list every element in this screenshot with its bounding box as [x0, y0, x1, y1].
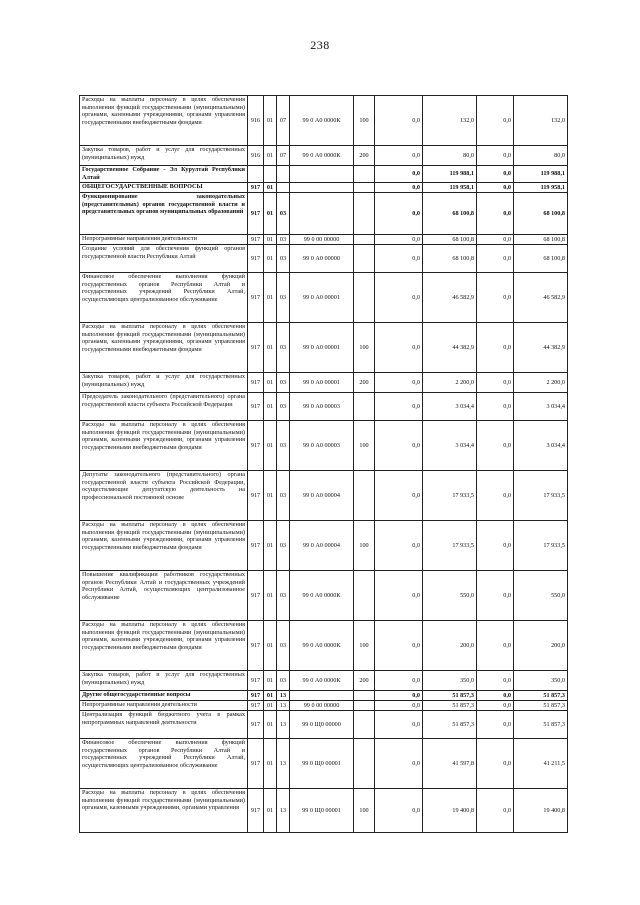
cell-amount-4: 119 988,1 [514, 166, 568, 183]
cell-rz: 01 [264, 146, 277, 166]
cell-ved: 917 [248, 671, 264, 691]
cell-amount-1: 0,0 [375, 373, 423, 393]
cell-csr: 99 0 А0 00001 [290, 273, 354, 323]
cell-csr [290, 183, 354, 193]
cell-amount-4: 350,0 [514, 671, 568, 691]
cell-amount-1: 0,0 [375, 621, 423, 671]
cell-vr: 100 [354, 789, 375, 833]
cell-name: Финансовое обеспечение выполнения функций государственных органов Республики Алтай и государственных учреждений Республики Алтай, осуществляющих централизованное обслуживание [80, 739, 248, 789]
table-row [80, 146, 568, 166]
cell-amount-2: 41 597,8 [423, 739, 477, 789]
table-row [80, 739, 568, 789]
cell-pr: 03 [277, 521, 290, 571]
cell-rz [264, 166, 277, 183]
cell-rz: 01 [264, 571, 277, 621]
cell-pr: 03 [277, 571, 290, 621]
cell-rz: 01 [264, 739, 277, 789]
cell-csr: 99 0 А0 00001 [290, 373, 354, 393]
cell-ved: 917 [248, 691, 264, 701]
cell-amount-4: 2 200,0 [514, 373, 568, 393]
cell-vr [354, 273, 375, 323]
cell-amount-2: 44 382,9 [423, 323, 477, 373]
cell-amount-1: 0,0 [375, 421, 423, 471]
table-row [80, 421, 568, 471]
cell-name: Непрограммные направления деятельности [80, 701, 248, 711]
cell-name: Закупка товаров, работ и услуг для государственных (муниципальных) нужд [80, 146, 248, 166]
cell-name: Председатель законодательного (представительного) органа государственной власти субъекта Российской Федерации [80, 393, 248, 421]
cell-amount-1: 0,0 [375, 471, 423, 521]
cell-pr: 03 [277, 621, 290, 671]
cell-ved: 917 [248, 471, 264, 521]
cell-amount-1: 0,0 [375, 521, 423, 571]
cell-vr [354, 193, 375, 235]
cell-amount-2: 46 582,9 [423, 273, 477, 323]
cell-amount-1: 0,0 [375, 739, 423, 789]
cell-csr: 99 0 А0 0000К [290, 671, 354, 691]
cell-name: Централизация функций бюджетного учета в рамках непрограммных направлений деятельности [80, 711, 248, 739]
cell-vr: 100 [354, 521, 375, 571]
cell-amount-3: 0,0 [477, 183, 514, 193]
cell-pr: 03 [277, 671, 290, 691]
cell-rz: 01 [264, 711, 277, 739]
cell-amount-4: 17 933,5 [514, 471, 568, 521]
cell-name: Непрограммные направления деятельности [80, 235, 248, 245]
cell-csr: 99 0 00 00000 [290, 235, 354, 245]
cell-amount-1: 0,0 [375, 166, 423, 183]
cell-rz: 01 [264, 471, 277, 521]
cell-ved: 917 [248, 521, 264, 571]
cell-ved: 917 [248, 701, 264, 711]
cell-amount-2: 3 034,4 [423, 393, 477, 421]
cell-name: Повышение квалификации работников государственных органов Республики Алтай и государственных учреждений Республики Алтай, осуществляющих централизованное обслуживание [80, 571, 248, 621]
cell-vr [354, 471, 375, 521]
cell-vr [354, 166, 375, 183]
table-row [80, 235, 568, 245]
cell-pr: 07 [277, 96, 290, 146]
cell-amount-1: 0,0 [375, 183, 423, 193]
cell-name: Создание условий для обеспечения функций органов государственной власти Республики Алтай [80, 245, 248, 273]
cell-ved [248, 166, 264, 183]
cell-ved: 917 [248, 245, 264, 273]
cell-vr [354, 691, 375, 701]
cell-rz: 01 [264, 193, 277, 235]
cell-ved: 917 [248, 393, 264, 421]
cell-amount-2: 19 400,8 [423, 789, 477, 833]
cell-name: Расходы на выплаты персоналу в целях обеспечения выполнения функций государственными (муниципальными) органами, казенными учреждениями, органами управления государственными внебюджетными фондами [80, 521, 248, 571]
cell-vr [354, 183, 375, 193]
cell-vr [354, 235, 375, 245]
cell-pr: 03 [277, 471, 290, 521]
cell-ved: 917 [248, 739, 264, 789]
cell-amount-3: 0,0 [477, 96, 514, 146]
cell-pr: 03 [277, 273, 290, 323]
cell-csr [290, 691, 354, 701]
table-row [80, 691, 568, 701]
cell-pr: 13 [277, 701, 290, 711]
cell-name: ОБЩЕГОСУДАРСТВЕННЫЕ ВОПРОСЫ [80, 183, 248, 193]
table-row [80, 273, 568, 323]
cell-ved: 917 [248, 193, 264, 235]
cell-vr [354, 701, 375, 711]
cell-vr [354, 393, 375, 421]
cell-vr: 100 [354, 621, 375, 671]
cell-amount-3: 0,0 [477, 245, 514, 273]
cell-csr: 99 0 00 00000 [290, 701, 354, 711]
cell-ved: 917 [248, 571, 264, 621]
cell-csr: 99 0 А0 00004 [290, 521, 354, 571]
cell-amount-3: 0,0 [477, 323, 514, 373]
cell-pr: 13 [277, 739, 290, 789]
cell-amount-3: 0,0 [477, 373, 514, 393]
cell-amount-2: 17 933,5 [423, 471, 477, 521]
cell-amount-4: 68 100,8 [514, 235, 568, 245]
cell-amount-3: 0,0 [477, 235, 514, 245]
cell-amount-1: 0,0 [375, 789, 423, 833]
cell-amount-3: 0,0 [477, 711, 514, 739]
cell-name: Расходы на выплаты персоналу в целях обеспечения выполнения функций государственными (муниципальными) органами, казенными учреждениями, органами управления государственными внебюджетными фондами [80, 96, 248, 146]
cell-amount-2: 68 100,8 [423, 245, 477, 273]
cell-csr: 99 0 А0 0000К [290, 571, 354, 621]
cell-ved: 917 [248, 183, 264, 193]
cell-ved: 917 [248, 621, 264, 671]
cell-vr: 200 [354, 671, 375, 691]
cell-ved: 917 [248, 273, 264, 323]
cell-pr: 03 [277, 193, 290, 235]
cell-ved: 916 [248, 146, 264, 166]
cell-pr: 13 [277, 711, 290, 739]
cell-amount-2: 68 100,8 [423, 193, 477, 235]
table-row [80, 323, 568, 373]
cell-pr: 03 [277, 373, 290, 393]
cell-rz: 01 [264, 671, 277, 691]
cell-ved: 917 [248, 373, 264, 393]
table-row [80, 621, 568, 671]
cell-amount-4: 68 100,8 [514, 193, 568, 235]
cell-csr: 99 0 Щ0 00001 [290, 739, 354, 789]
cell-ved: 916 [248, 96, 264, 146]
cell-amount-4: 3 034,4 [514, 421, 568, 471]
cell-amount-4: 132,0 [514, 96, 568, 146]
cell-rz: 01 [264, 521, 277, 571]
cell-amount-3: 0,0 [477, 701, 514, 711]
cell-amount-3: 0,0 [477, 521, 514, 571]
cell-rz: 01 [264, 323, 277, 373]
cell-amount-2: 2 200,0 [423, 373, 477, 393]
cell-pr: 13 [277, 691, 290, 701]
table-row [80, 245, 568, 273]
cell-vr [354, 571, 375, 621]
cell-csr: 99 0 А0 00001 [290, 323, 354, 373]
cell-amount-4: 119 958,1 [514, 183, 568, 193]
cell-name: Расходы на выплаты персоналу в целях обеспечения выполнения функций государственными (муниципальными) органами, казенными учреждениями, органами управления государственными внебюджетными фондами [80, 323, 248, 373]
cell-ved: 917 [248, 711, 264, 739]
cell-name: Другие общегосударственные вопросы [80, 691, 248, 701]
cell-amount-2: 17 933,5 [423, 521, 477, 571]
cell-name: Функционирование законодательных (представительных) органов государственной власти и представительных органов муниципальных образований [80, 193, 248, 235]
cell-csr: 99 0 Щ0 00000 [290, 711, 354, 739]
cell-vr [354, 739, 375, 789]
cell-pr: 07 [277, 146, 290, 166]
cell-amount-1: 0,0 [375, 323, 423, 373]
cell-amount-2: 119 958,1 [423, 183, 477, 193]
budget-table [79, 95, 568, 833]
cell-pr: 03 [277, 323, 290, 373]
cell-name: Государственное Собрание - Эл Курултай Республики Алтай [80, 166, 248, 183]
cell-csr: 99 0 Щ0 00001 [290, 789, 354, 833]
table-row [80, 711, 568, 739]
cell-rz: 01 [264, 421, 277, 471]
cell-pr: 03 [277, 421, 290, 471]
cell-amount-1: 0,0 [375, 393, 423, 421]
cell-amount-3: 0,0 [477, 789, 514, 833]
cell-amount-4: 19 400,8 [514, 789, 568, 833]
cell-amount-3: 0,0 [477, 193, 514, 235]
cell-amount-3: 0,0 [477, 571, 514, 621]
table-row [80, 96, 568, 146]
cell-amount-4: 41 211,5 [514, 739, 568, 789]
table-row [80, 166, 568, 183]
cell-amount-4: 51 857,3 [514, 691, 568, 701]
cell-amount-3: 0,0 [477, 691, 514, 701]
cell-amount-1: 0,0 [375, 235, 423, 245]
cell-amount-2: 132,0 [423, 96, 477, 146]
cell-rz: 01 [264, 183, 277, 193]
cell-pr [277, 166, 290, 183]
cell-amount-4: 44 382,9 [514, 323, 568, 373]
cell-vr: 100 [354, 323, 375, 373]
cell-amount-3: 0,0 [477, 471, 514, 521]
cell-amount-1: 0,0 [375, 701, 423, 711]
cell-rz: 01 [264, 245, 277, 273]
cell-name: Расходы на выплаты персоналу в целях обеспечения выполнения функций государственными (муниципальными) органами, казенными учреждениями, органами управления государственными внебюджетными фондами [80, 621, 248, 671]
cell-amount-4: 51 857,3 [514, 701, 568, 711]
cell-ved: 917 [248, 235, 264, 245]
cell-amount-2: 119 988,1 [423, 166, 477, 183]
cell-amount-2: 350,0 [423, 671, 477, 691]
cell-rz: 01 [264, 621, 277, 671]
cell-pr: 13 [277, 789, 290, 833]
cell-rz: 01 [264, 273, 277, 323]
cell-csr: 99 0 А0 00000 [290, 245, 354, 273]
cell-vr [354, 245, 375, 273]
cell-name: Закупка товаров, работ и услуг для государственных (муниципальных) нужд [80, 373, 248, 393]
cell-amount-4: 3 034,4 [514, 393, 568, 421]
cell-rz: 01 [264, 235, 277, 245]
cell-rz: 01 [264, 373, 277, 393]
table-row [80, 701, 568, 711]
table-row [80, 521, 568, 571]
cell-amount-4: 46 582,9 [514, 273, 568, 323]
cell-amount-2: 51 857,3 [423, 691, 477, 701]
cell-ved: 917 [248, 789, 264, 833]
cell-rz: 01 [264, 96, 277, 146]
cell-vr: 100 [354, 96, 375, 146]
table-row [80, 571, 568, 621]
cell-amount-1: 0,0 [375, 671, 423, 691]
cell-vr: 100 [354, 421, 375, 471]
cell-amount-3: 0,0 [477, 146, 514, 166]
cell-amount-1: 0,0 [375, 96, 423, 146]
cell-name: Расходы на выплаты персоналу в целях обеспечения выполнения функций государственными (муниципальными) органами, казенными учреждениями, органами управления государственными внебюджетными фондами [80, 421, 248, 471]
table-row [80, 393, 568, 421]
cell-amount-4: 200,0 [514, 621, 568, 671]
cell-csr [290, 193, 354, 235]
cell-name: Финансовое обеспечение выполнения функций государственных органов Республики Алтай и государственных учреждений Республики Алтай, осуществляющих централизованное обслуживание [80, 273, 248, 323]
cell-pr: 03 [277, 235, 290, 245]
cell-rz: 01 [264, 789, 277, 833]
cell-csr: 99 0 А0 0000К [290, 96, 354, 146]
cell-amount-4: 80,0 [514, 146, 568, 166]
cell-amount-1: 0,0 [375, 711, 423, 739]
cell-name: Депутаты законодательного (представительного) органа государственной власти субъекта Российской Федерации, осуществляющие депутатскую деятельность на профессиональной постоянной основе [80, 471, 248, 521]
cell-csr: 99 0 А0 00003 [290, 421, 354, 471]
page-number: 238 [310, 38, 330, 52]
cell-amount-3: 0,0 [477, 621, 514, 671]
cell-vr [354, 711, 375, 739]
cell-amount-3: 0,0 [477, 671, 514, 691]
cell-csr [290, 166, 354, 183]
cell-amount-4: 68 100,8 [514, 245, 568, 273]
cell-amount-1: 0,0 [375, 245, 423, 273]
cell-amount-1: 0,0 [375, 273, 423, 323]
cell-pr [277, 183, 290, 193]
cell-amount-1: 0,0 [375, 146, 423, 166]
cell-pr: 03 [277, 393, 290, 421]
cell-rz: 01 [264, 701, 277, 711]
cell-amount-1: 0,0 [375, 571, 423, 621]
table-row [80, 471, 568, 521]
cell-csr: 99 0 А0 0000К [290, 621, 354, 671]
cell-name: Закупка товаров, работ и услуг для государственных (муниципальных) нужд [80, 671, 248, 691]
cell-vr: 200 [354, 373, 375, 393]
cell-amount-3: 0,0 [477, 421, 514, 471]
cell-amount-2: 51 857,3 [423, 711, 477, 739]
cell-ved: 917 [248, 421, 264, 471]
cell-amount-3: 0,0 [477, 273, 514, 323]
cell-amount-3: 0,0 [477, 166, 514, 183]
cell-amount-3: 0,0 [477, 739, 514, 789]
cell-ved: 917 [248, 323, 264, 373]
cell-csr: 99 0 А0 0000К [290, 146, 354, 166]
table-row [80, 671, 568, 691]
cell-amount-2: 51 857,3 [423, 701, 477, 711]
cell-amount-2: 68 100,8 [423, 235, 477, 245]
cell-amount-1: 0,0 [375, 193, 423, 235]
cell-vr: 200 [354, 146, 375, 166]
cell-amount-2: 80,0 [423, 146, 477, 166]
cell-amount-2: 3 034,4 [423, 421, 477, 471]
table-row [80, 789, 568, 833]
table-row [80, 373, 568, 393]
cell-rz: 01 [264, 393, 277, 421]
table-row [80, 193, 568, 235]
cell-amount-4: 51 857,3 [514, 711, 568, 739]
cell-pr: 03 [277, 245, 290, 273]
cell-csr: 99 0 А0 00003 [290, 393, 354, 421]
cell-name: Расходы на выплаты персоналу в целях обеспечения выполнения функций государственными (муниципальными) органами, казенными учреждениями, органами управления [80, 789, 248, 833]
cell-csr: 99 0 А0 00004 [290, 471, 354, 521]
cell-amount-4: 550,0 [514, 571, 568, 621]
cell-amount-4: 17 933,5 [514, 521, 568, 571]
cell-rz: 01 [264, 691, 277, 701]
cell-amount-1: 0,0 [375, 691, 423, 701]
table-row [80, 183, 568, 193]
cell-amount-2: 200,0 [423, 621, 477, 671]
cell-amount-2: 550,0 [423, 571, 477, 621]
cell-amount-3: 0,0 [477, 393, 514, 421]
